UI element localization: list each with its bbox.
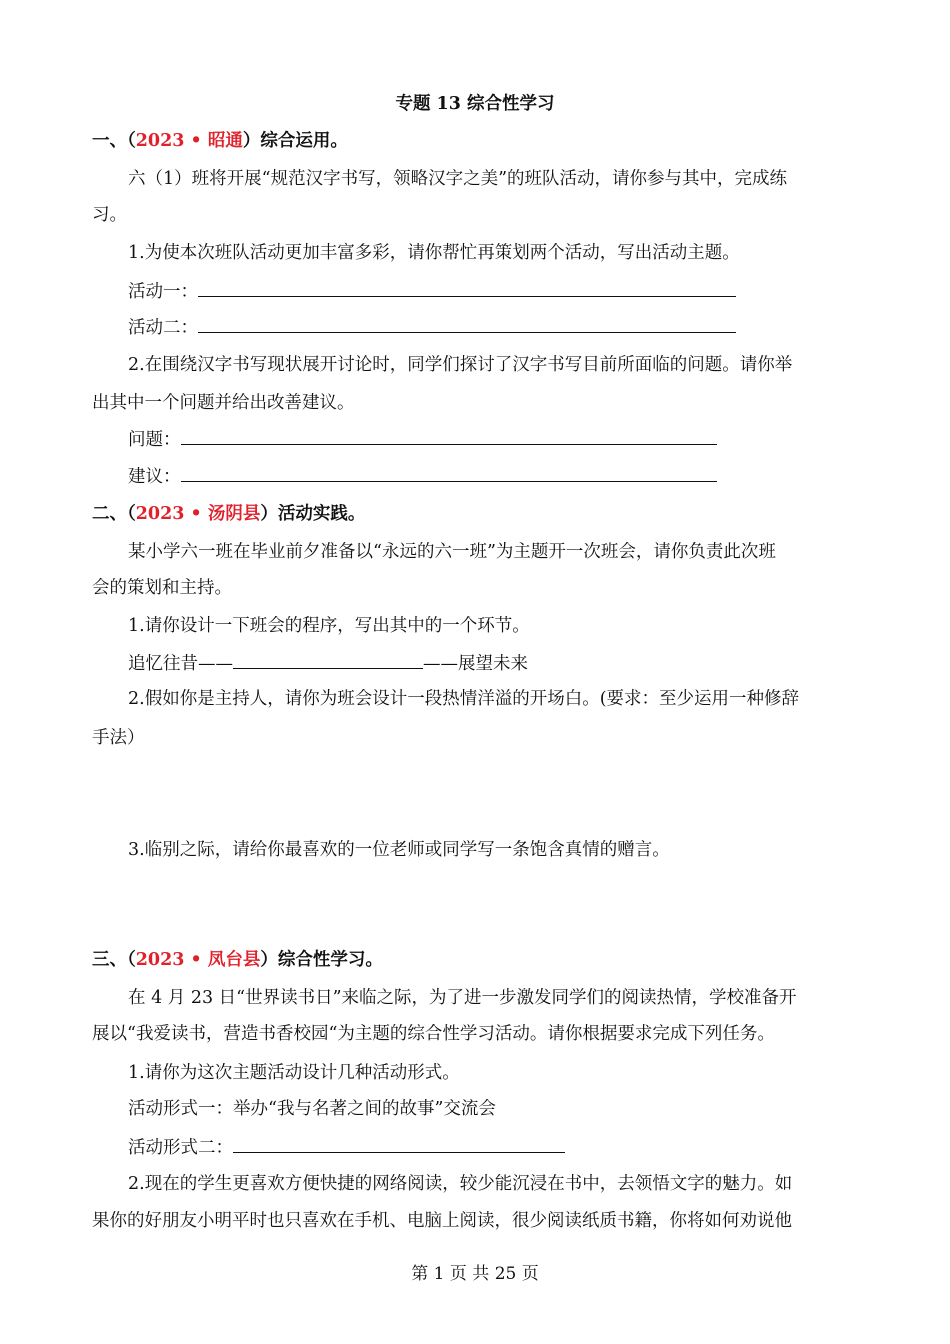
section-2-suffix: ）活动实践。 bbox=[260, 504, 366, 524]
section-3-form-1: 活动形式一：举办“我与名著之间的故事”交流会 bbox=[128, 1099, 496, 1119]
activity-2-blank[interactable] bbox=[198, 315, 736, 333]
section-3-intro-line-1: 在 4 月 23 日“世界读书日”来临之际，为了进一步激发同学们的阅读热情，学校准备开 bbox=[128, 988, 797, 1008]
program-step-blank[interactable] bbox=[233, 651, 423, 669]
section-1-question-2-line-2: 出其中一个问题并给出改善建议。 bbox=[92, 393, 355, 413]
activity-2-label: 活动二： bbox=[128, 318, 198, 338]
section-1-question-2-line-1: 2.在围绕汉字书写现状展开讨论时，同学们探讨了汉字书写目前所面临的问题。请你举 bbox=[128, 355, 793, 375]
suggestion-label: 建议： bbox=[128, 467, 181, 487]
activity-1-blank[interactable] bbox=[198, 279, 736, 297]
section-2-fill-row bbox=[128, 651, 528, 676]
suggestion-blank[interactable] bbox=[181, 464, 717, 482]
page-title: 专题 13 综合性学习 bbox=[395, 94, 555, 114]
section-1-intro-line-2: 习。 bbox=[92, 205, 127, 225]
section-3-form-2-row bbox=[128, 1135, 565, 1160]
section-2-question-3: 3.临别之际，请给你最喜欢的一位老师或同学写一条饱含真情的赠言。 bbox=[128, 840, 670, 860]
section-1-source: 2023 • 昭通 bbox=[135, 131, 243, 151]
section-3-question-1: 1.请你为这次主题活动设计几种活动形式。 bbox=[128, 1063, 460, 1083]
section-1-prefix: 一、（ bbox=[92, 131, 136, 151]
section-2-question-1: 1.请你设计一下班会的程序，写出其中的一个环节。 bbox=[128, 616, 530, 636]
section-2-intro-line-2: 会的策划和主持。 bbox=[92, 578, 232, 598]
section-1-activity-1-row bbox=[128, 279, 736, 304]
section-3-source: 2023 • 凤台县 bbox=[135, 950, 261, 970]
page-number-footer: 第 1 页 共 25 页 bbox=[411, 1264, 539, 1284]
form-2-blank[interactable] bbox=[233, 1135, 565, 1153]
problem-blank[interactable] bbox=[181, 427, 717, 445]
section-1-suffix: ）综合运用。 bbox=[242, 131, 348, 151]
section-2-source: 2023 • 汤阴县 bbox=[135, 504, 261, 524]
section-3-suffix: ）综合性学习。 bbox=[260, 950, 383, 970]
section-3-heading bbox=[92, 948, 383, 972]
section-1-question-1: 1.为使本次班队活动更加丰富多彩，请你帮忙再策划两个活动，写出活动主题。 bbox=[128, 243, 740, 263]
section-3-prefix: 三、（ bbox=[92, 950, 136, 970]
section-1-suggestion-row bbox=[128, 464, 717, 489]
fill-after-text: ——展望未来 bbox=[423, 654, 528, 674]
problem-label: 问题： bbox=[128, 430, 181, 450]
section-1-activity-2-row bbox=[128, 315, 736, 340]
section-2-intro-line-1: 某小学六一班在毕业前夕准备以“永远的六一班”为主题开一次班会，请你负责此次班 bbox=[128, 542, 776, 562]
section-3-question-2-line-1: 2.现在的学生更喜欢方便快捷的网络阅读，较少能沉浸在书中，去领悟文字的魅力。如 bbox=[128, 1174, 793, 1194]
section-2-question-2-line-1: 2.假如你是主持人，请你为班会设计一段热情洋溢的开场白。(要求：至少运用一种修辞 bbox=[128, 689, 800, 709]
form-2-label: 活动形式二： bbox=[128, 1138, 233, 1158]
section-2-heading bbox=[92, 502, 365, 526]
section-1-intro-line-1: 六（1）班将开展“规范汉字书写，领略汉字之美”的班队活动，请你参与其中，完成练 bbox=[128, 169, 788, 189]
section-1-heading bbox=[92, 129, 348, 153]
section-3-intro-line-2: 展以“我爱读书，营造书香校园“为主题的综合性学习活动。请你根据要求完成下列任务。 bbox=[92, 1024, 775, 1044]
section-3-question-2-line-2: 果你的好朋友小明平时也只喜欢在手机、电脑上阅读，很少阅读纸质书籍，你将如何劝说他 bbox=[92, 1211, 792, 1231]
section-2-prefix: 二、（ bbox=[92, 504, 136, 524]
fill-before-text: 追忆往昔—— bbox=[128, 654, 233, 674]
section-2-question-2-line-2: 手法） bbox=[92, 728, 145, 748]
activity-1-label: 活动一： bbox=[128, 282, 198, 302]
section-1-problem-row bbox=[128, 427, 717, 452]
